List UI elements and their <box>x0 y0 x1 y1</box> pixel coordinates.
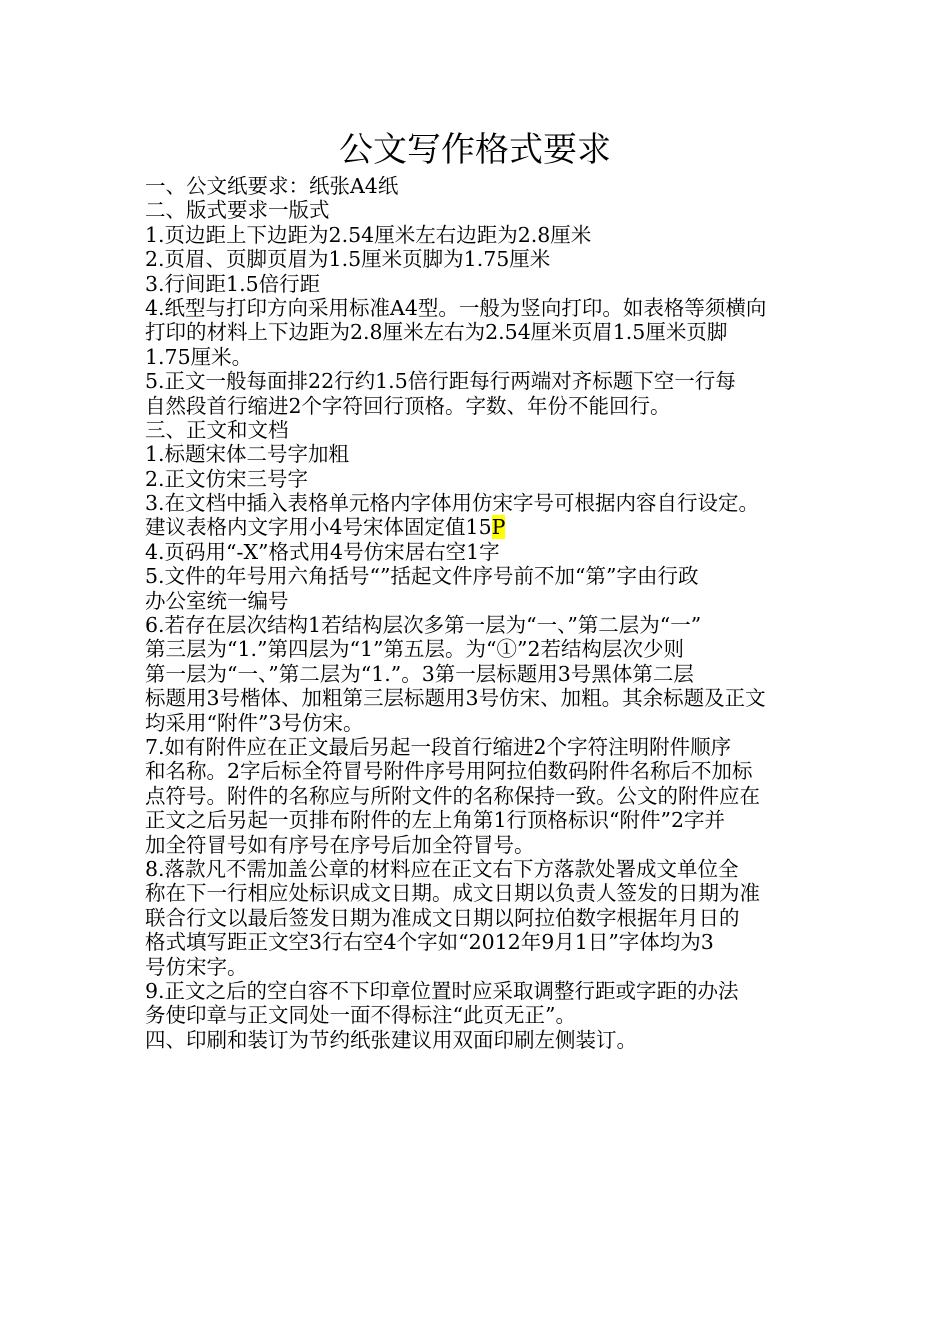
text-line: 1.75厘米。 <box>145 344 253 369</box>
text-line: 6.若存在层次结构1若结构层次多第一层为“一、”第二层为“一” <box>145 613 702 638</box>
text-line: 2.正文仿宋三号字 <box>145 466 309 491</box>
text-line: 3.在文档中插入表格单元格内字体用仿宋字号可根据内容自行设定。 <box>145 491 760 516</box>
text-line-highlighted <box>145 515 813 539</box>
text-line: 自然段首行缩进2个字符回行顶格。字数、年份不能回行。 <box>145 393 671 418</box>
text-line: 1.页边距上下边距为2.54厘米左右边距为2.8厘米 <box>145 222 592 247</box>
text-line: 三、正文和文档 <box>145 417 289 442</box>
document-body <box>145 174 813 1052</box>
text-line: 正文之后另起一页排布附件的左上角第1行顶格标识“附件”2字并 <box>145 808 726 833</box>
text-line: 2.页眉、页脚页眉为1.5厘米页脚为1.75厘米 <box>145 247 551 272</box>
document-title: 公文写作格式要求 <box>339 130 611 170</box>
text-line: 办公室统一编号 <box>145 588 289 613</box>
text-line: 9.正文之后的空白容不下印章位置时应采取调整行距或字距的办法 <box>145 978 739 1003</box>
text-line: 格式填写距正文空3行右空4个字如“2012年9月1日”字体均为3 <box>145 930 714 955</box>
text-line: 4.页码用“-X”格式用4号仿宋居右空1字 <box>145 539 500 564</box>
text-line: 第一层为“一、”第二层为“1.”。3第一层标题用3号黑体第二层 <box>145 661 694 686</box>
text-line: 加全符冒号如有序号在序号后加全符冒号。 <box>145 832 535 857</box>
text-line: 打印的材料上下边距为2.8厘米左右为2.54厘米页眉1.5厘米页脚 <box>145 320 728 345</box>
text-line: 联合行文以最后签发日期为准成文日期以阿拉伯数字根据年月日的 <box>145 905 740 930</box>
text-line: 1.标题宋体二号字加粗 <box>145 442 350 467</box>
text-line: 标题用3号楷体、加粗第三层标题用3号仿宋、加粗。其余标题及正文 <box>145 686 766 711</box>
text-line: 4.纸型与打印方向采用标准A4型。一般为竖向打印。如表格等须横向 <box>145 295 767 320</box>
text-line: 和名称。2字后标全符冒号附件序号用阿拉伯数码附件名称后不加标 <box>145 759 753 784</box>
highlight-line-text: 建议表格内文字用小4号宋体固定值15 <box>145 515 492 540</box>
highlighted-text: P <box>491 515 506 540</box>
text-line: 称在下一行相应处标识成文日期。成文日期以负责人签发的日期为准 <box>145 881 760 906</box>
text-line: 一、公文纸要求：纸张A4纸 <box>145 174 399 198</box>
text-line: 5.正文一般每面排22行约1.5倍行距每行两端对齐标题下空一行每 <box>145 369 736 394</box>
text-line: 第三层为“1.”第四层为“1”第五层。为“①”2若结构层次少则 <box>145 637 685 662</box>
text-line: 7.如有附件应在正文最后另起一段首行缩进2个字符注明附件顺序 <box>145 734 732 759</box>
text-line: 务使印章与正文同处一面不得标注“此页无正”。 <box>145 1003 576 1028</box>
text-line: 四、印刷和装订为节约纸张建议用双面印刷左侧装订。 <box>145 1027 637 1052</box>
text-line: 号仿宋字。 <box>145 954 248 979</box>
text-line: 二、版式要求一版式 <box>145 198 330 223</box>
text-line: 点符号。附件的名称应与所附文件的名称保持一致。公文的附件应在 <box>145 783 760 808</box>
text-line: 8.落款凡不需加盖公章的材料应在正文右下方落款处署成文单位全 <box>145 856 739 881</box>
text-line: 3.行间距1.5倍行距 <box>145 271 321 296</box>
text-line: 均采用“附件”3号仿宋。 <box>145 710 364 735</box>
text-line: 5.文件的年号用六角括号“”括起文件序号前不加“第”字由行政 <box>145 564 699 589</box>
